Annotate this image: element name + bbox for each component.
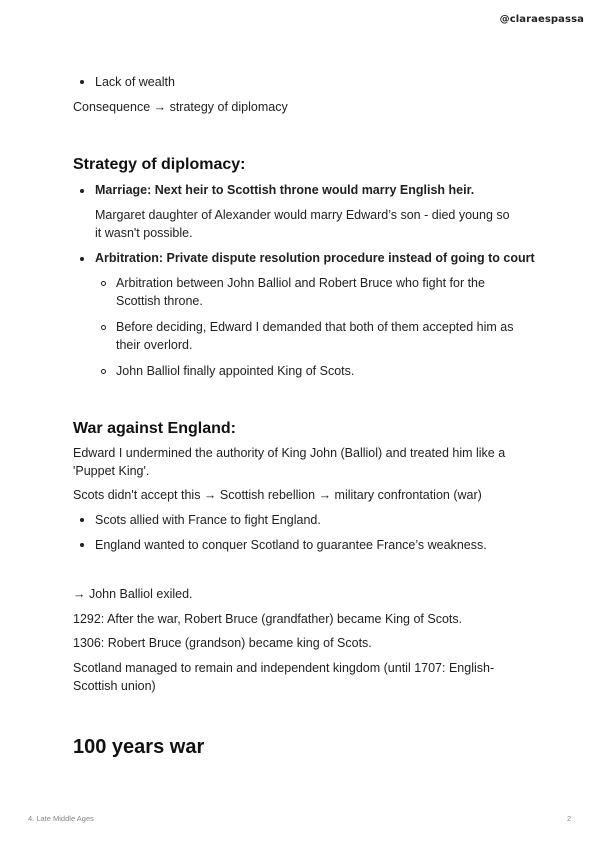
arbitration-label: Arbitration: Private dispute resolution procedure instead of going to court bbox=[95, 251, 535, 265]
footer-section-title: 4. Late Middle Ages bbox=[28, 814, 94, 823]
list-item-lack-of-wealth: Lack of wealth bbox=[95, 75, 175, 89]
sub-bullet-circle bbox=[101, 281, 106, 286]
year-1306-text: 1306: Robert Bruce (grandson) became king of Scots. bbox=[73, 636, 372, 650]
outcome-line1: Scotland managed to remain and independent kingdom (until 1707: English- bbox=[73, 661, 495, 675]
sub-bullet-circle bbox=[101, 369, 106, 374]
diplomacy-heading: Strategy of diplomacy: bbox=[73, 156, 246, 173]
sub-item-line2: their overlord. bbox=[116, 338, 193, 352]
year-1292-text: 1292: After the war, Robert Bruce (grandfather) became King of Scots. bbox=[73, 612, 463, 626]
war-para1-line1: Edward I undermined the authority of King John (Balliol) and treated him like a bbox=[73, 446, 506, 460]
outcome-line2: Scottish union) bbox=[73, 679, 156, 693]
bullet-dot bbox=[80, 80, 84, 84]
footer-page-number: 2 bbox=[567, 814, 572, 823]
sub-bullet-circle bbox=[101, 325, 106, 330]
marriage-detail-line1: Margaret daughter of Alexander would marry Edward’s son - died young so bbox=[95, 208, 510, 222]
war-bullet-england: England wanted to conquer Scotland to guarantee France’s weakness. bbox=[95, 538, 487, 552]
marriage-label: Marriage: Next heir to Scottish throne would marry English heir. bbox=[95, 183, 475, 197]
bullet-dot bbox=[80, 189, 84, 193]
watermark-text: @claraespassa bbox=[499, 14, 584, 25]
sub-item-line1: John Balliol finally appointed King of Scots. bbox=[116, 364, 355, 378]
bullet-dot bbox=[80, 543, 84, 547]
exile-text: → John Balliol exiled. bbox=[73, 587, 193, 601]
bullet-dot bbox=[80, 257, 84, 261]
war-para2: Scots didn't accept this → Scottish rebellion → military confrontation (war) bbox=[73, 488, 482, 502]
consequence-text: Consequence → strategy of diplomacy bbox=[73, 100, 288, 114]
sub-item-line1: Arbitration between John Balliol and Robert Bruce who fight for the bbox=[116, 276, 485, 290]
war-bullet-france: Scots allied with France to fight England. bbox=[95, 513, 321, 527]
war-para1-line2: 'Puppet King'. bbox=[73, 464, 150, 478]
hundred-years-war-heading: 100 years war bbox=[73, 736, 205, 758]
marriage-detail-line2: it wasn't possible. bbox=[95, 226, 193, 240]
war-heading: War against England: bbox=[73, 420, 236, 437]
sub-item-line2: Scottish throne. bbox=[116, 294, 203, 308]
bullet-dot bbox=[80, 518, 84, 522]
sub-item-line1: Before deciding, Edward I demanded that both of them accepted him as bbox=[116, 320, 514, 334]
